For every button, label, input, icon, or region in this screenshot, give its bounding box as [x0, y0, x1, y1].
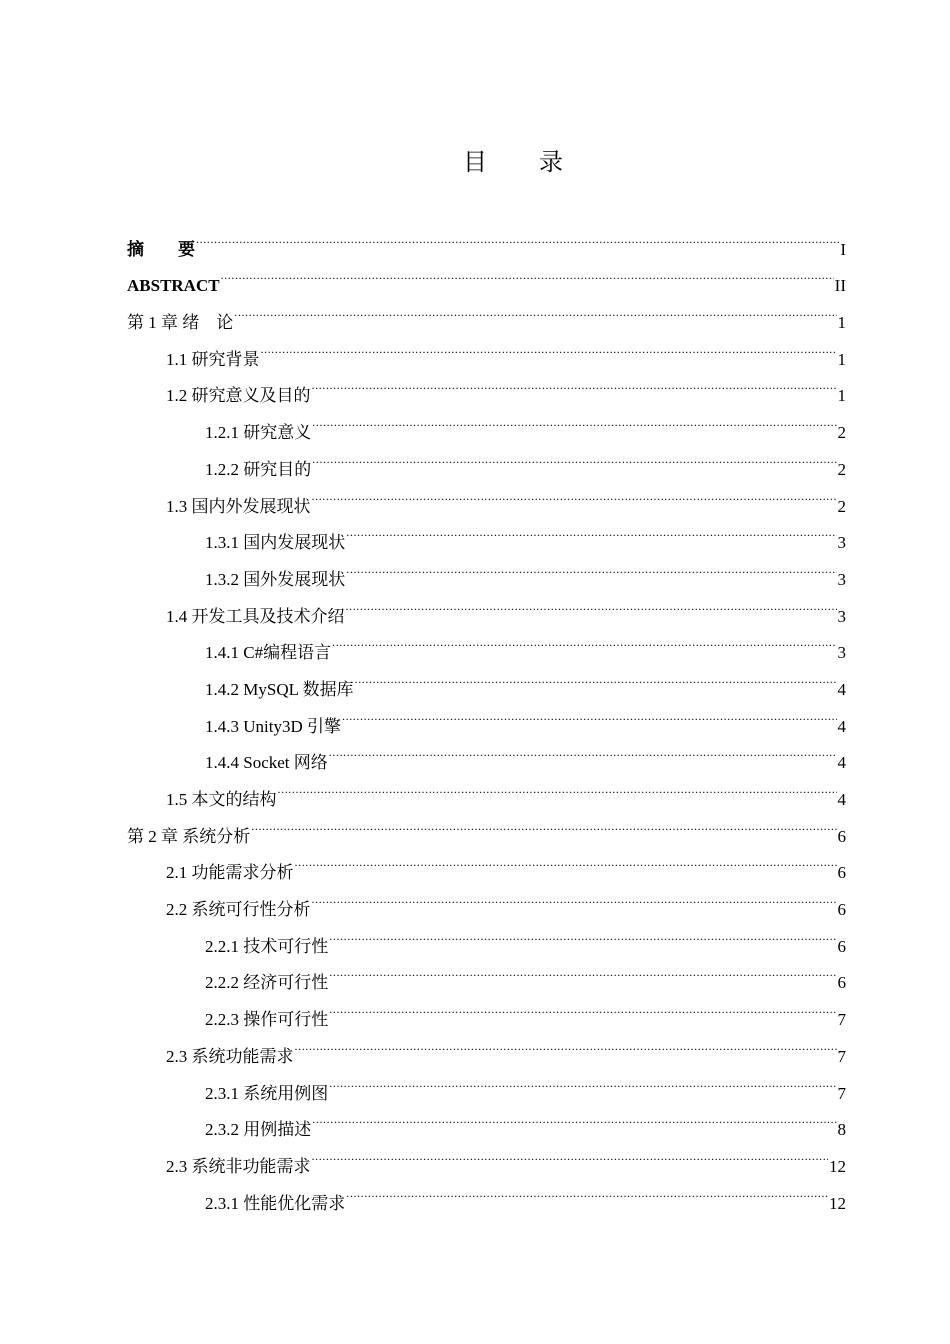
toc-entry-page-number: 4	[837, 716, 846, 736]
toc-dot-leader	[346, 585, 837, 622]
toc-dot-leader	[312, 401, 836, 438]
toc-dot-leader	[346, 1172, 828, 1209]
title-char-2: 录	[539, 148, 563, 176]
toc-entry-label: 2.3 系统非功能需求	[166, 1156, 311, 1176]
toc-entry-label: 第 2 章 系统分析	[127, 826, 251, 846]
toc-entry-page-number: 6	[837, 936, 846, 956]
toc-entry-label: 2.3 系统功能需求	[166, 1046, 294, 1066]
toc-entry-label: 1.3.1 国内发展现状	[205, 533, 346, 553]
toc-entry-label: 1.3 国内外发展现状	[166, 496, 311, 516]
toc-entry-page-number: 6	[837, 863, 846, 883]
toc-entry-page-number: 6	[837, 826, 846, 846]
toc-entry-page-number: 1	[837, 386, 846, 406]
toc-entry-label: 1.4.3 Unity3D 引擎	[205, 716, 341, 736]
toc-entry-page-number: 2	[837, 496, 846, 516]
toc-dot-leader	[332, 622, 836, 659]
toc-entry-page-number: 7	[837, 1083, 846, 1103]
toc-entry-page-number: 6	[837, 973, 846, 993]
toc-dot-leader	[196, 218, 839, 255]
toc-entry-label: 1.4.2 MySQL 数据库	[205, 679, 354, 699]
toc-entry-label: 1.3.2 国外发展现状	[205, 569, 346, 589]
toc-entry-page-number: 3	[837, 569, 846, 589]
toc-entry[interactable]	[127, 255, 846, 296]
toc-dot-leader	[312, 475, 837, 512]
toc-entry-label: 1.2.1 研究意义	[205, 423, 312, 443]
table-of-contents	[127, 218, 846, 1213]
toc-dot-leader	[312, 365, 837, 402]
toc-entry-page-number: 12	[829, 1156, 846, 1176]
page-title	[0, 142, 950, 177]
toc-entry-page-number: 3	[837, 533, 846, 553]
toc-entry-page-number: 3	[837, 606, 846, 626]
toc-entry-page-number: 12	[829, 1193, 846, 1213]
toc-dot-leader	[251, 805, 836, 842]
toc-dot-leader	[346, 512, 836, 549]
toc-dot-leader	[342, 695, 837, 732]
toc-entry-label: 1.5 本文的结构	[166, 790, 277, 809]
toc-entry-label: 2.2 系统可行性分析	[166, 900, 311, 920]
toc-entry-page-number: 8	[837, 1120, 846, 1140]
toc-entry[interactable]	[127, 218, 846, 259]
toc-entry-label: 1.4 开发工具及技术介绍	[166, 606, 345, 626]
toc-entry-page-number: 3	[837, 643, 846, 663]
toc-entry-page-number: 7	[837, 1010, 846, 1030]
toc-dot-leader	[329, 988, 836, 1025]
toc-entry-label: 2.3.1 系统用例图	[205, 1083, 329, 1103]
toc-dot-leader	[278, 768, 837, 805]
toc-entry-label: 1.1 研究背景	[166, 349, 260, 369]
toc-entry-label: 1.4.4 Socket 网络	[205, 753, 328, 773]
toc-entry-label: 1.4.1 C#编程语言	[205, 643, 332, 663]
toc-entry-label: 2.3.1 性能优化需求	[205, 1193, 346, 1213]
toc-entry-page-number: 1	[837, 349, 846, 369]
toc-entry[interactable]	[127, 328, 846, 369]
toc-entry-label: 2.2.2 经济可行性	[205, 973, 329, 993]
toc-entry-page-number: 4	[837, 753, 846, 773]
toc-entry-label: 2.3.2 用例描述	[205, 1120, 312, 1140]
toc-dot-leader	[295, 842, 837, 879]
toc-entry-page-number: I	[840, 239, 846, 259]
toc-dot-leader	[234, 291, 836, 328]
toc-dot-leader	[355, 658, 837, 695]
toc-entry-page-number: 6	[837, 900, 846, 920]
toc-dot-leader	[329, 915, 836, 952]
toc-entry-label: 2.2.1 技术可行性	[205, 936, 329, 956]
toc-dot-leader	[312, 438, 836, 475]
toc-dot-leader	[329, 952, 836, 989]
toc-dot-leader	[312, 1099, 836, 1136]
toc-entry-page-number: 1	[837, 313, 846, 333]
toc-dot-leader	[346, 548, 836, 585]
toc-entry-label: 摘 要	[127, 239, 195, 259]
title-char-1: 目	[463, 148, 487, 176]
toc-entry-label: 第 1 章 绪 论	[127, 313, 234, 333]
toc-entry-page-number: 7	[837, 1046, 846, 1066]
toc-entry-label: 2.1 功能需求分析	[166, 863, 294, 883]
toc-entry-label: 2.2.3 操作可行性	[205, 1010, 329, 1030]
toc-entry-page-number: 4	[837, 679, 846, 699]
toc-dot-leader	[329, 1062, 836, 1099]
toc-entry-label: 1.2 研究意义及目的	[166, 386, 311, 406]
toc-entry-page-number: 4	[837, 790, 846, 809]
toc-dot-leader	[312, 1135, 829, 1172]
toc-dot-leader	[221, 255, 834, 292]
toc-entry-page-number: 2	[837, 423, 846, 443]
toc-dot-leader	[295, 1025, 837, 1062]
toc-entry-label: 1.2.2 研究目的	[205, 459, 312, 479]
toc-dot-leader	[261, 328, 837, 365]
toc-entry-page-number: II	[834, 276, 846, 296]
toc-entry[interactable]	[127, 291, 846, 333]
toc-entry-page-number: 2	[837, 459, 846, 479]
toc-entry-label: ABSTRACT	[127, 276, 220, 296]
toc-dot-leader	[312, 878, 837, 915]
toc-dot-leader	[329, 732, 837, 769]
